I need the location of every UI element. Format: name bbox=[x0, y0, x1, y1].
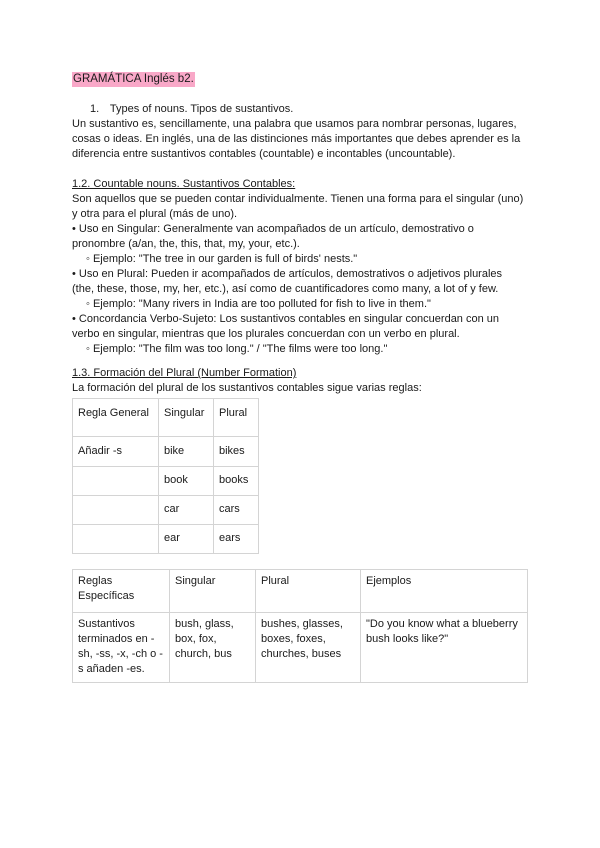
table-header-cell: Singular bbox=[170, 570, 256, 613]
table-row bbox=[73, 613, 528, 683]
sub-bullet-example: ◦ Ejemplo: "The tree in our garden is full of birds' nests." bbox=[86, 253, 358, 265]
table-row bbox=[73, 437, 259, 467]
table-cell: Añadir -s bbox=[73, 437, 159, 467]
body-line: (the, these, those, my, her, etc.), así como de cuantificadores como many, a lot of y few. bbox=[72, 283, 499, 295]
table-cell: bush, glass, box, fox, church, bus bbox=[170, 613, 256, 683]
section-1-heading bbox=[90, 102, 293, 117]
table-header-row bbox=[73, 570, 528, 613]
table-cell: Sustantivos terminados en -sh, -ss, -x, -ch o -s añaden -es. bbox=[73, 613, 170, 683]
table-cell: car bbox=[159, 496, 214, 525]
body-line: pronombre (a/an, the, this, that, my, your, etc.). bbox=[72, 238, 300, 250]
table-cell: ear bbox=[159, 525, 214, 554]
section-1-2 bbox=[72, 177, 532, 357]
section-1-2-heading: 1.2. Countable nouns. Sustantivos Contables: bbox=[72, 178, 296, 190]
section-1-number: 1. bbox=[90, 103, 100, 115]
table-cell: cars bbox=[214, 496, 259, 525]
table-row bbox=[73, 525, 259, 554]
table-cell: bike bbox=[159, 437, 214, 467]
section-1-3-heading: 1.3. Formación del Plural (Number Formation) bbox=[72, 367, 297, 379]
body-line: y otra para el plural (más de uno). bbox=[72, 208, 238, 220]
paragraph-line: cosas o ideas. En inglés, una de las distinciones más importantes que debes aprender es la bbox=[72, 133, 521, 145]
table-header-row bbox=[73, 399, 259, 437]
table-header-cell: Reglas Específicas bbox=[73, 570, 170, 613]
sub-bullet-example: ◦ Ejemplo: "The film was too long." / "The films were too long." bbox=[86, 343, 388, 355]
paragraph-line: diferencia entre sustantivos contables (countable) e incontables (uncountable). bbox=[72, 148, 456, 160]
table-cell: ears bbox=[214, 525, 259, 554]
body-line: verbo en singular, mientras que los plurales concuerdan con un verbo en plural. bbox=[72, 328, 460, 340]
section-1-3-intro: La formación del plural de los sustantivos contables sigue varias reglas: bbox=[72, 382, 422, 394]
table-row bbox=[73, 496, 259, 525]
specific-rules-table bbox=[72, 569, 528, 683]
sub-bullet-example: ◦ Ejemplo: "Many rivers in India are too polluted for fish to live in them." bbox=[86, 298, 431, 310]
table-cell: books bbox=[214, 467, 259, 496]
body-line: Son aquellos que se pueden contar individualmente. Tienen una forma para el singular (uno) bbox=[72, 193, 524, 205]
page-title: GRAMÁTICA Inglés b2. bbox=[73, 73, 194, 85]
general-rule-table bbox=[72, 398, 259, 554]
table-cell bbox=[73, 525, 159, 554]
table-cell: bikes bbox=[214, 437, 259, 467]
section-1-heading-text: Types of nouns. Tipos de sustantivos. bbox=[109, 103, 294, 115]
table-cell bbox=[73, 467, 159, 496]
table-row bbox=[73, 467, 259, 496]
table-cell: book bbox=[159, 467, 214, 496]
table-header-cell: Regla General bbox=[73, 399, 159, 437]
bullet-item: • Concordancia Verbo-Sujeto: Los sustantivos contables en singular concuerdan con un bbox=[72, 313, 500, 325]
bullet-item: • Uso en Plural: Pueden ir acompañados de artículos, demostrativos o adjetivos plurales bbox=[72, 268, 503, 280]
table-header-cell: Singular bbox=[159, 399, 214, 437]
table-header-cell: Plural bbox=[256, 570, 361, 613]
section-1-3 bbox=[72, 366, 532, 396]
section-1-paragraph bbox=[72, 117, 532, 162]
table-cell: bushes, glasses, boxes, foxes, churches, buses bbox=[256, 613, 361, 683]
paragraph-line: Un sustantivo es, sencillamente, una palabra que usamos para nombrar personas, lugares, bbox=[72, 118, 517, 130]
table-cell: "Do you know what a blueberry bush looks like?" bbox=[361, 613, 528, 683]
table-header-cell: Plural bbox=[214, 399, 259, 437]
bullet-item: • Uso en Singular: Generalmente van acompañados de un artículo, demostrativo o bbox=[72, 223, 474, 235]
table-header-cell: Ejemplos bbox=[361, 570, 528, 613]
table-cell bbox=[73, 496, 159, 525]
